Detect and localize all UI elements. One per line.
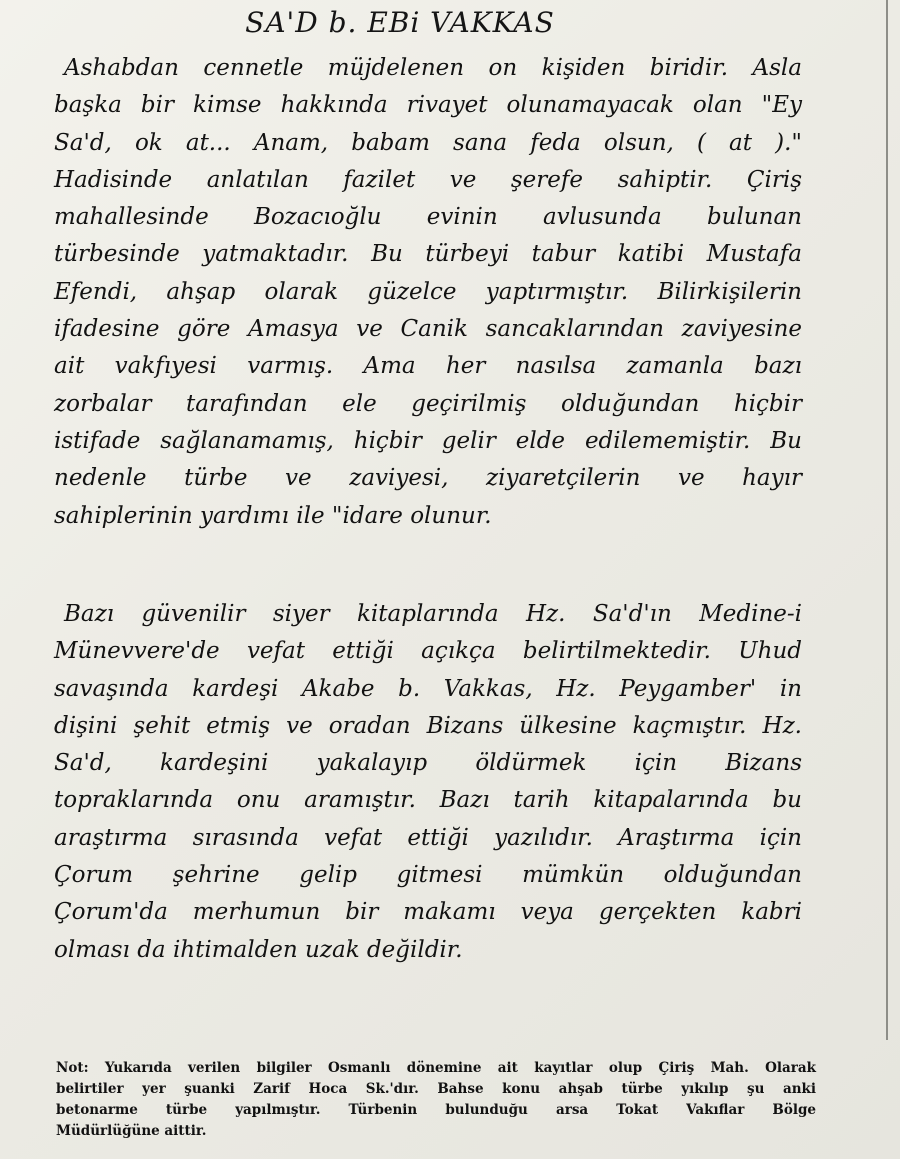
text-line: Münevvere'de vefat ettiği açıkça belirtilmektedir. Uhud bbox=[54, 638, 802, 665]
note-line: Müdürlüğüne aittir. bbox=[56, 1123, 207, 1139]
text-line: dişini şehit etmiş ve oradan Bizans ülkesine kaçmıştır. Hz. bbox=[54, 712, 802, 739]
paragraph-history bbox=[54, 596, 802, 969]
text-line: olması da ihtimalden uzak değildir. bbox=[54, 936, 463, 963]
text-line: savaşında kardeşi Akabe b. Vakkas, Hz. Peygamber' in bbox=[54, 675, 802, 702]
text-line: topraklarında onu aramıştır. Bazı tarih kitapalarında bu bbox=[54, 787, 802, 814]
text-line: ait vakfıyesi varmış. Ama her nasılsa zamanla bazı bbox=[54, 353, 802, 380]
text-line: istifade sağlanamamış, hiçbir gelir elde edilememiştir. Bu bbox=[54, 427, 802, 454]
text-line: mahallesinde Bozacıoğlu evinin avlusunda bulunan bbox=[54, 204, 802, 231]
note-line: Not: Yukarıda verilen bilgiler Osmanlı dönemine ait kayıtlar olup Çiriş Mah. Olarak bbox=[56, 1060, 816, 1076]
text-line: sahiplerinin yardımı ile "idare olunur. bbox=[54, 502, 492, 529]
text-line: türbesinde yatmaktadır. Bu türbeyi tabur katibi Mustafa bbox=[54, 241, 802, 268]
page-title: SA'D b. EBi VAKKAS bbox=[245, 6, 555, 39]
text-line: Efendi, ahşap olarak güzelce yaptırmıştır. Bilirkişilerin bbox=[54, 278, 802, 305]
text-line: Çorum şehrine gelip gitmesi mümkün olduğundan bbox=[54, 862, 802, 889]
text-line: Sa'd, kardeşini yakalayıp öldürmek için Bizans bbox=[54, 750, 802, 777]
text-line: Ashabdan cennetle müjdelenen on kişiden biridir. Asla bbox=[64, 55, 802, 81]
note-line: betonarme türbe yapılmıştır. Türbenin bulunduğu arsa Tokat Vakıflar Bölge bbox=[56, 1102, 816, 1118]
text-line: araştırma sırasında vefat ettiği yazılıdır. Araştırma için bbox=[54, 824, 802, 851]
note-line: belirtiler yer şuanki Zarif Hoca Sk.'dır. Bahse konu ahşab türbe yıkılıp şu anki bbox=[56, 1081, 816, 1097]
text-line: Çorum'da merhumun bir makamı veya gerçekten kabri bbox=[54, 899, 802, 926]
text-line: nedenle türbe ve zaviyesi, ziyaretçilerin ve hayır bbox=[54, 465, 802, 492]
text-line: Bazı güvenilir siyer kitaplarında Hz. Sa'd'ın Medine-i bbox=[64, 601, 802, 627]
text-line: ifadesine göre Amasya ve Canik sancaklarından zaviyesine bbox=[54, 316, 802, 343]
frame-edge bbox=[886, 0, 888, 1040]
text-line: zorbalar tarafından ele geçirilmiş olduğundan hiçbir bbox=[54, 390, 802, 417]
text-line: Hadisinde anlatılan fazilet ve şerefe sahiptir. Çiriş bbox=[54, 166, 802, 193]
text-line: Sa'd, ok at... Anam, babam sana feda olsun, ( at )." bbox=[54, 129, 802, 156]
text-line: başka bir kimse hakkında rivayet olunamayacak olan "Ey bbox=[54, 92, 802, 119]
footnote bbox=[56, 1058, 816, 1142]
paragraph-intro bbox=[54, 50, 802, 535]
